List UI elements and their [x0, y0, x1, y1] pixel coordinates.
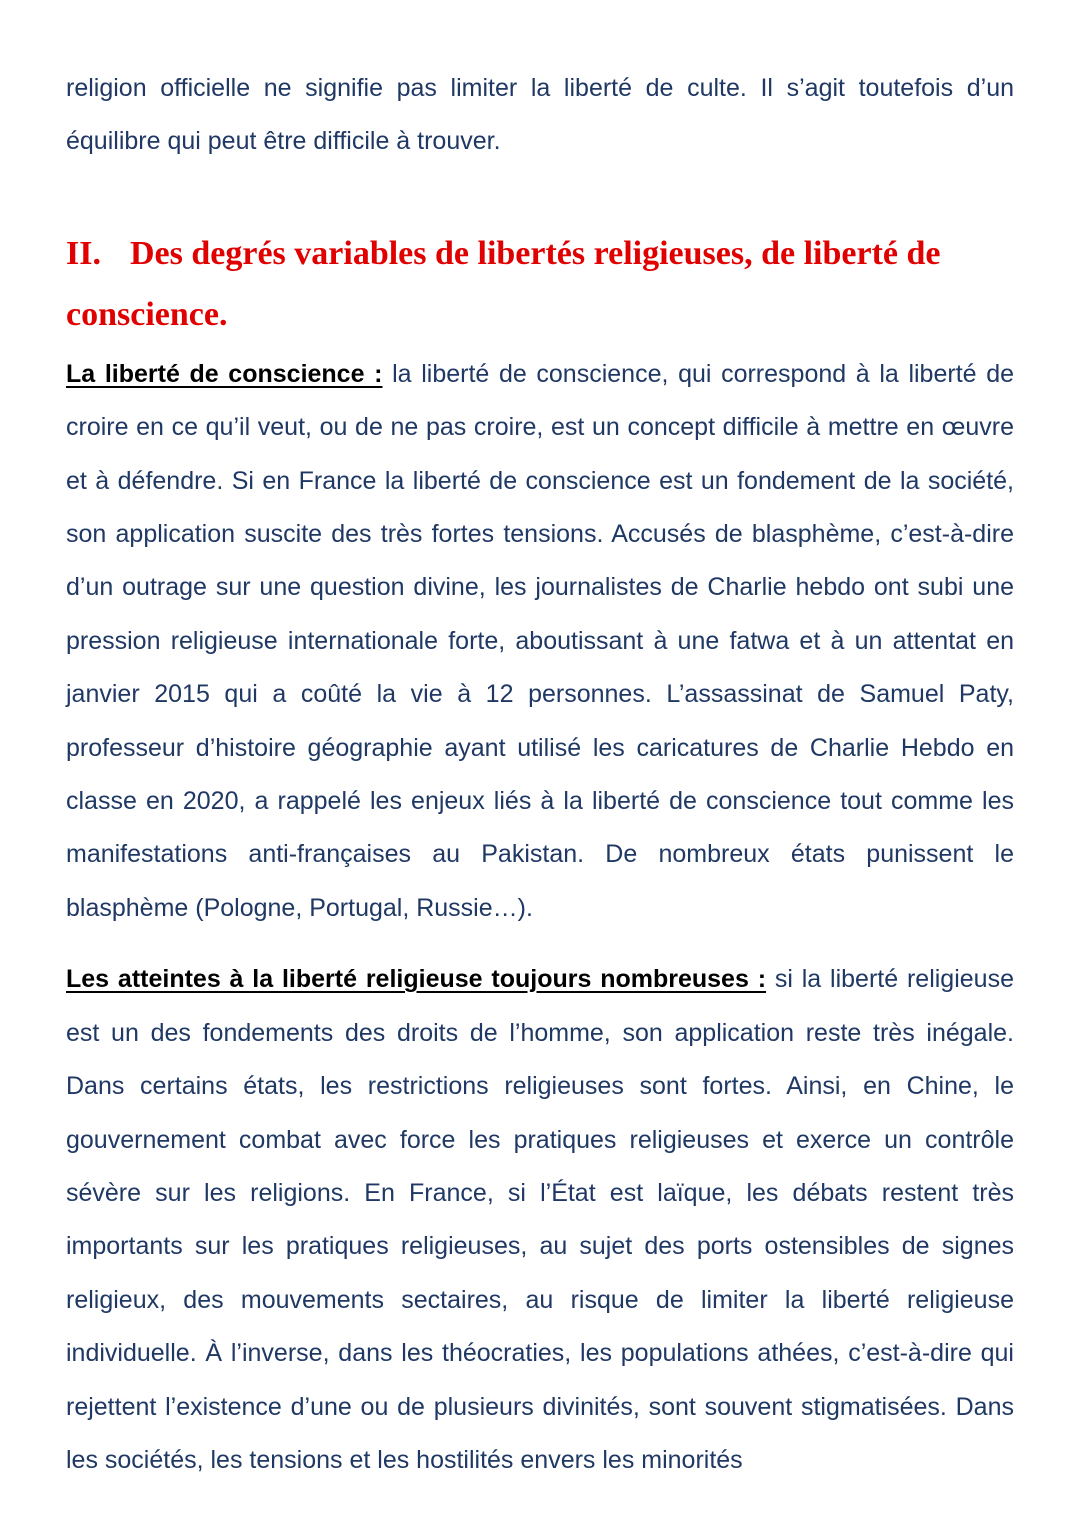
paragraph-liberte-conscience	[66, 348, 1014, 935]
paragraph-lead: Les atteintes à la liberté religieuse toujours nombreuses :	[66, 965, 767, 994]
intro-paragraph: religion officielle ne signifie pas limiter la liberté de culte. Il s’agit toutefois d’un équilibre qui peut être difficile à trouver.	[66, 74, 1014, 156]
section-heading	[66, 223, 1014, 345]
paragraph-text: la liberté de conscience, qui correspond à la liberté de croire en ce qu’il veut, ou de ne pas croire, est un concept difficile à mettre en œuvre et à défendre. Si en France la liberté de conscience est un fondement de la société, son application suscite des très fortes tensions. Accusés de blasphème, c’est-à-dire d’un outrage sur une question divine, les journalistes de Charlie hebdo ont subi une pression religieuse internationale forte, aboutissant à une fatwa et à un attentat en janvier 2015 qui a coûté la vie à 12 personnes. L’assassinat de Samuel Paty, professeur d’histoire géographie ayant utilisé les caricatures de Charlie Hebdo en classe en 2020, a rappelé les enjeux liés à la liberté de conscience tout comme les manifestations anti-françaises au Pakistan. De nombreux états punissent le blasphème (Pologne, Portugal, Russie…).	[66, 359, 1014, 922]
section-number: II.	[66, 234, 101, 272]
paragraph-text: si la liberté religieuse est un des fondements des droits de l’homme, son application reste très inégale. Dans certains états, les restrictions religieuses sont fortes. Ainsi, en Chine, le gouvernement combat avec force les pratiques religieuses et exerce un contrôle sévère sur les religions. En France, si l’État est laïque, les débats restent très importants sur les pratiques religieuses, au sujet des ports ostensibles de signes religieux, des mouvements sectaires, au risque de limiter la liberté religieuse individuelle. À l’inverse, dans les théocraties, les populations athées, c’est-à-dire qui rejettent l’existence d’une ou de plusieurs divinités, sont souvent stigmatisées. Dans les sociétés, les tensions et les hostilités envers les minorités	[66, 965, 1014, 1474]
paragraph-lead: La liberté de conscience :	[66, 359, 383, 388]
section-title: Des degrés variables de libertés religieuses, de liberté de conscience.	[66, 234, 941, 333]
paragraph-atteintes-liberte-religieuse	[66, 953, 1014, 1487]
document-page	[66, 62, 1014, 1487]
